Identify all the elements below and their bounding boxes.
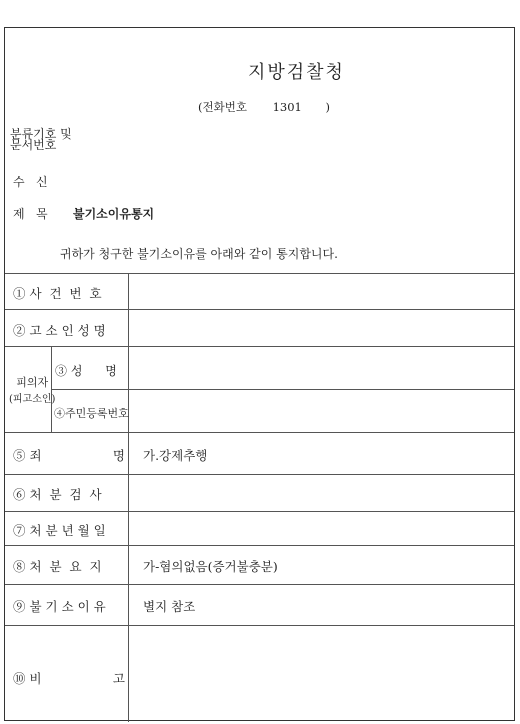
prosecutor-value[interactable]	[129, 475, 514, 511]
remarks-label	[13, 669, 125, 687]
row-line-3	[5, 432, 514, 433]
row-line-6	[5, 545, 514, 546]
disposition-date-value[interactable]	[129, 512, 514, 545]
case-number-value[interactable]	[129, 274, 514, 309]
subject-label: 제 목	[13, 207, 48, 221]
doc-class-label	[10, 129, 72, 151]
disposition-summary-label: ⑧ 처 분 요 지	[13, 559, 102, 574]
prosecutor-label: ⑥ 처 분 검 사	[13, 487, 102, 502]
reason-label: ⑨ 불 기 소 이 유	[13, 599, 106, 614]
crime-label-right: 명	[112, 448, 125, 463]
disposition-summary-value: 가-혐의없음(증거불충분)	[143, 559, 278, 574]
complainant-label: ② 고 소 인 성 명	[13, 323, 106, 338]
suspect-group-label-line2: (피고소인)	[9, 394, 56, 405]
complainant-value[interactable]	[129, 310, 514, 346]
phone-number: 1301	[272, 100, 302, 114]
reason-value: 별지 참조	[143, 599, 196, 614]
crime-value: 가.강제추행	[143, 448, 208, 463]
row-line-7	[5, 584, 514, 585]
phone-line	[198, 99, 330, 115]
remarks-label-right: 고	[112, 671, 125, 686]
phone-close: )	[325, 100, 331, 114]
suspect-group-label	[9, 374, 55, 408]
disposition-date-label: ⑦ 처 분 년 월 일	[13, 523, 106, 538]
suspect-idno-label: ④주민등록번호	[54, 407, 129, 420]
subject-value: 불기소이유통지	[73, 207, 155, 221]
suspect-group-label-line1: 피의자	[16, 376, 49, 389]
doc-class-label-line1: 분류기호 및	[10, 127, 72, 141]
crime-label-left: ⑤ 죄	[13, 448, 42, 463]
remarks-value[interactable]	[129, 626, 514, 721]
document-frame	[4, 27, 515, 721]
suspect-name-label: ③ 성 명	[55, 364, 117, 378]
remarks-label-left: ⑩ 비	[13, 671, 42, 686]
case-number-label: ① 사 건 번 호	[13, 286, 102, 301]
suspect-name-value[interactable]	[129, 347, 514, 389]
recipient-label: 수 신	[13, 175, 48, 189]
suspect-idno-value[interactable]	[129, 390, 514, 432]
crime-label	[13, 446, 125, 464]
phone-open: (전화번호	[198, 100, 247, 114]
intro-text: 귀하가 청구한 불기소이유를 아래와 같이 통지합니다.	[60, 247, 338, 261]
org-title: 지방검찰청	[248, 62, 345, 83]
doc-class-label-line2: 문서번호	[10, 138, 57, 152]
